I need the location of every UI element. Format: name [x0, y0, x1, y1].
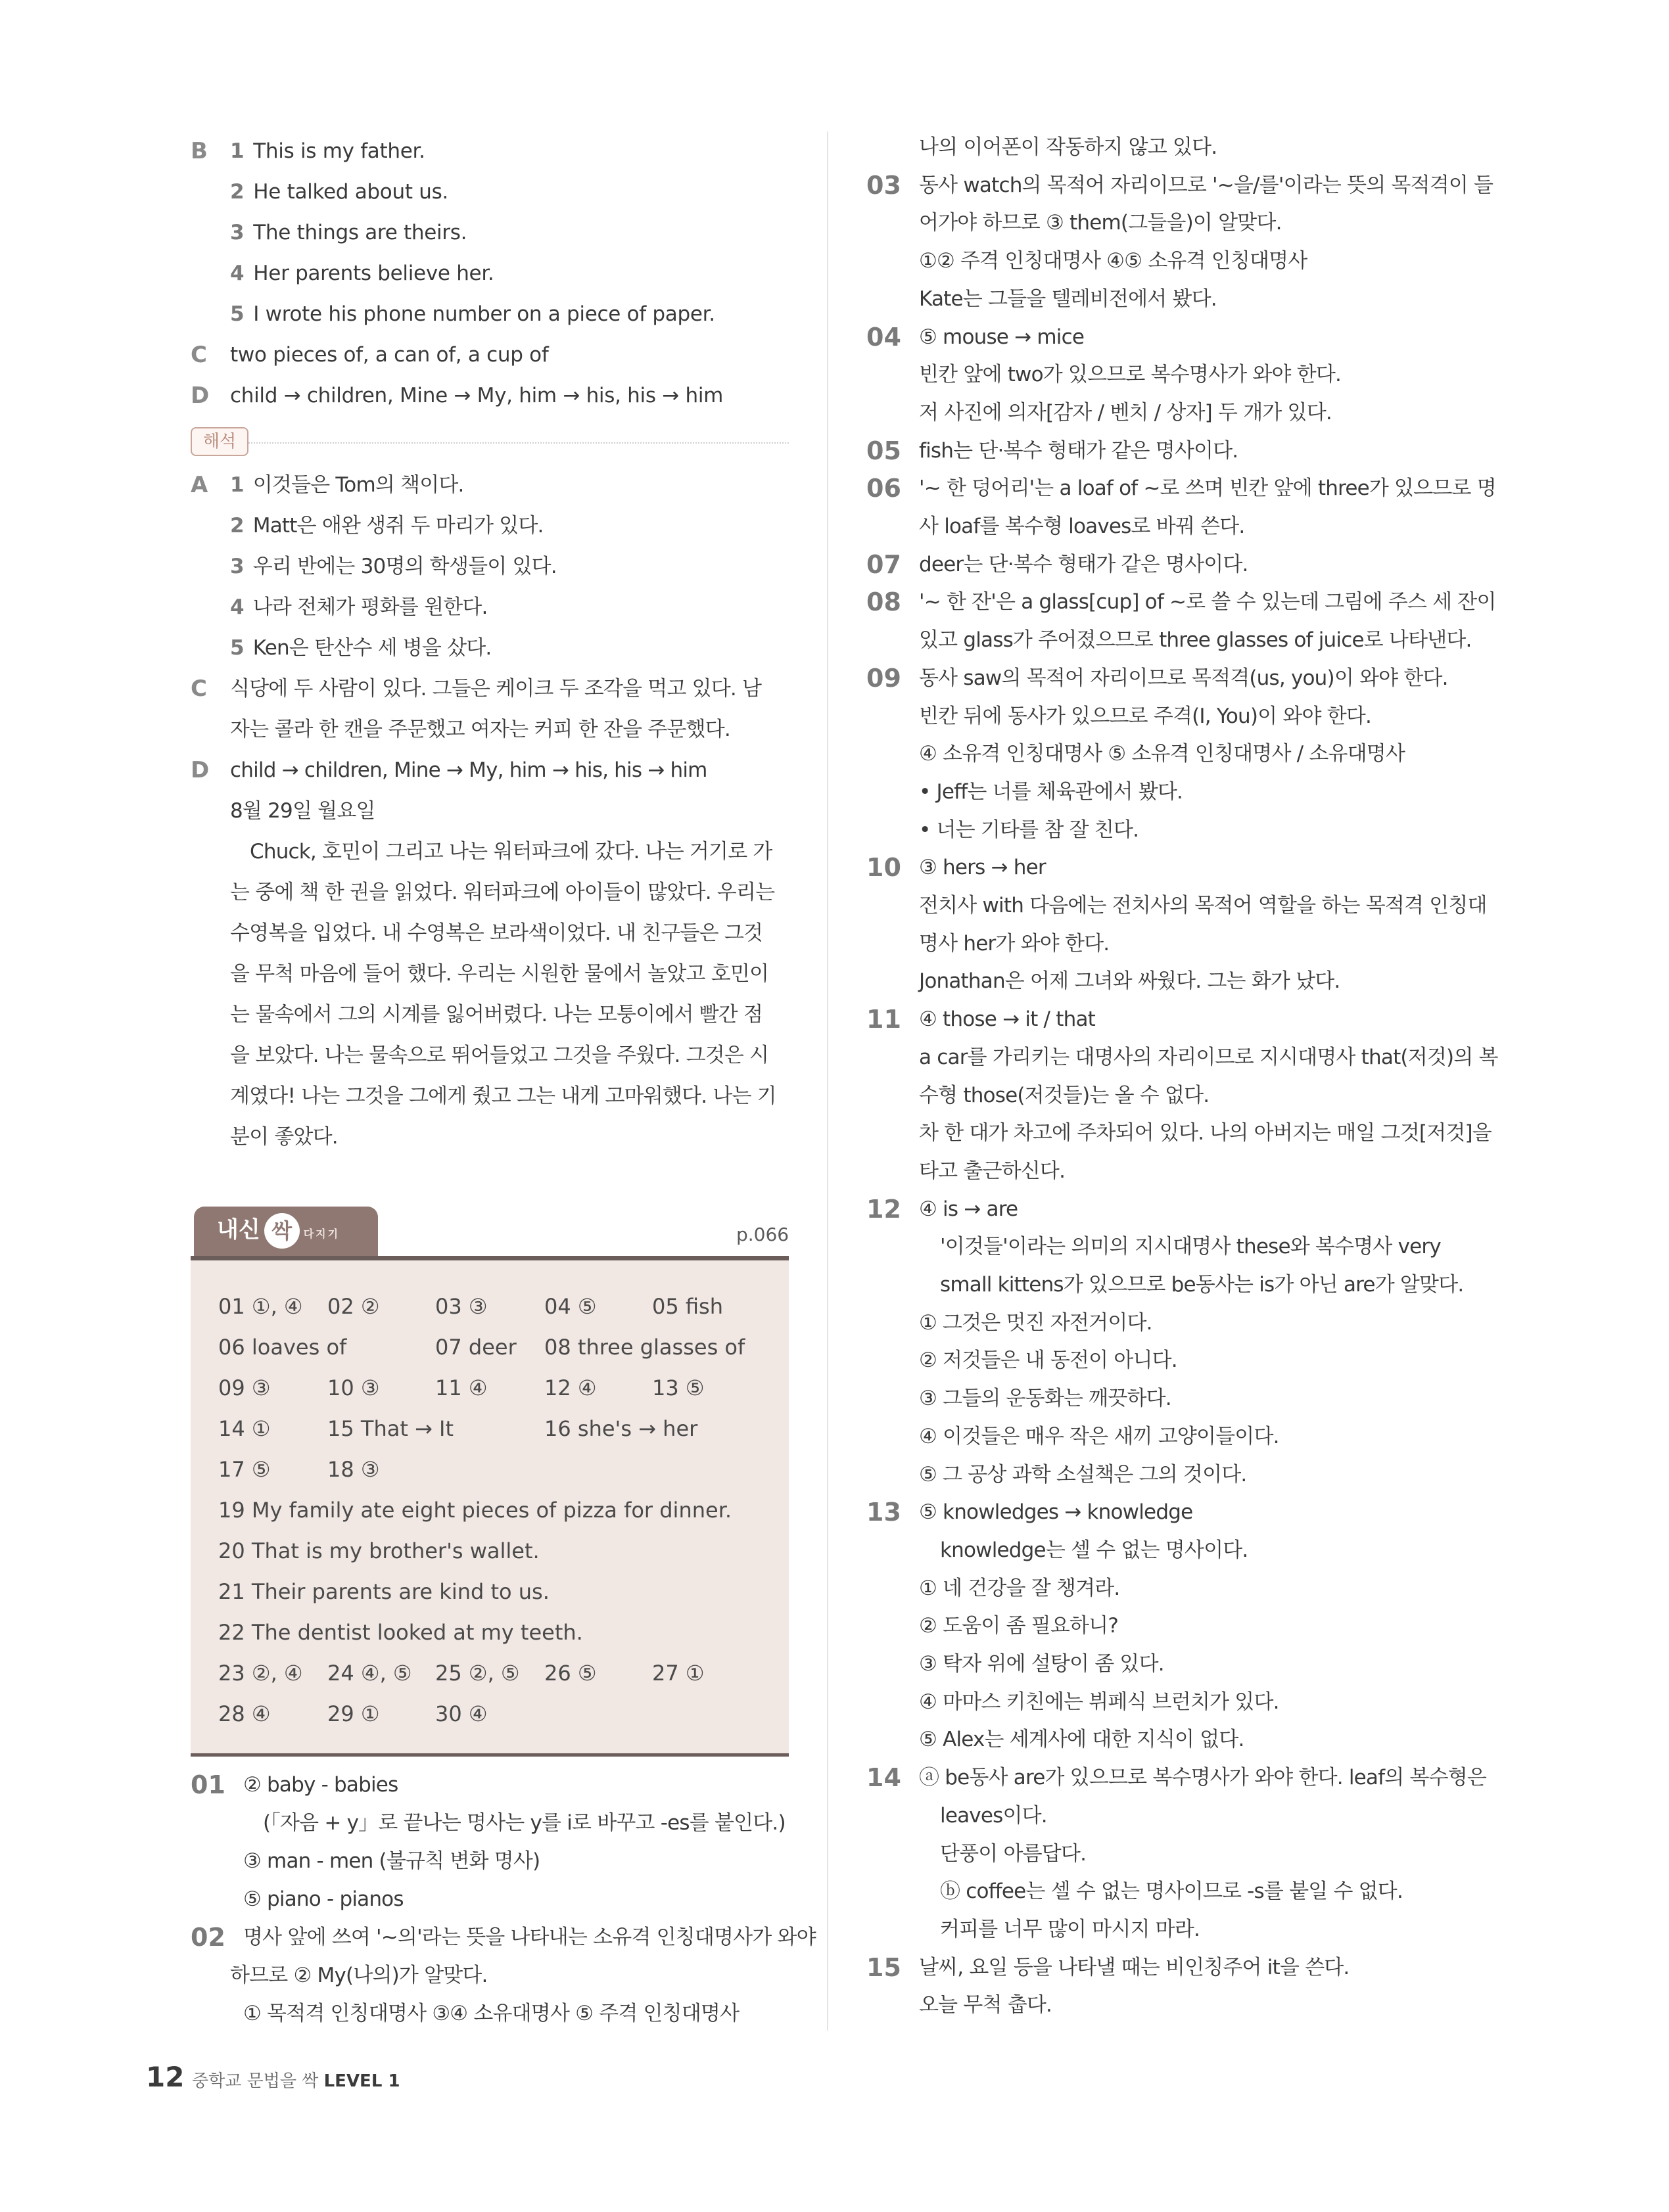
- answer-cell: 29 ①: [327, 1701, 380, 1726]
- question-number: 15: [866, 1952, 901, 1982]
- explanation-line: knowledge는 셀 수 없는 명사이다.: [940, 1538, 1248, 1562]
- answer-cell: 23 ②, ④: [218, 1661, 303, 1686]
- trans-d-line: 을 무척 마음에 들어 했다. 우리는 시원한 물에서 놀았고 호민이: [230, 962, 769, 986]
- b-item-5: 5 I wrote his phone number on a piece of paper.: [230, 302, 715, 326]
- section-b-label: B: [191, 138, 208, 164]
- answer-cell: 26 ⑤: [544, 1661, 597, 1686]
- explanation-line: 명사 her가 와야 한다.: [919, 931, 1110, 956]
- answer-sentence: 19 My family ate eight pieces of pizza for dinner.: [218, 1498, 732, 1523]
- c-answer: two pieces of, a can of, a cup of: [230, 343, 549, 367]
- explanation-line: ①② 주격 인칭대명사 ④⑤ 소유격 인칭대명사: [919, 249, 1307, 273]
- question-number: 12: [866, 1194, 901, 1224]
- answer-cell: 02 ②: [327, 1294, 380, 1319]
- question-number: 07: [866, 549, 901, 579]
- explanation-line: 빈칸 뒤에 동사가 있으므로 주격(I, You)이 와야 한다.: [919, 704, 1372, 728]
- explanation-line: ① 목적격 인칭대명사 ③④ 소유대명사 ⑤ 주격 인칭대명사: [243, 2002, 740, 2025]
- explanation-line: Kate는 그들을 텔레비전에서 봤다.: [919, 287, 1217, 311]
- ssak-badge: 싹: [264, 1213, 300, 1249]
- answer-cell: 30 ④: [435, 1701, 488, 1726]
- explanation-line: ① 네 건강을 잘 챙겨라.: [919, 1576, 1120, 1600]
- trans-c-line: 자는 콜라 한 캔을 주문했고 여자는 커피 한 잔을 주문했다.: [230, 718, 730, 741]
- explanation-line: Jonathan은 어제 그녀와 싸웠다. 그는 화가 났다.: [919, 969, 1340, 994]
- answer-cell: 05 fish: [652, 1294, 723, 1319]
- explanation-line: 하므로 ② My(나의)가 알맞다.: [230, 1964, 488, 1987]
- explanation-line: '이것들'이라는 의미의 지시대명사 these와 복수명사 very: [940, 1235, 1441, 1259]
- answer-sentence: 21 Their parents are kind to us.: [218, 1579, 550, 1604]
- explanation-line: 빈칸 앞에 two가 있으므로 복수명사가 와야 한다.: [919, 363, 1342, 387]
- answer-cell: 18 ③: [327, 1457, 380, 1482]
- answer-cell: 01 ①, ④: [218, 1294, 303, 1319]
- b-item-4: 4 Her parents believe her.: [230, 262, 494, 285]
- answer-cell: 07 deer: [435, 1335, 517, 1360]
- explanation-line: fish는 단·복수 형태가 같은 명사이다.: [919, 438, 1238, 463]
- explanation-line: a car를 가리키는 대명사의 자리이므로 지시대명사 that(저것)의 복: [919, 1045, 1498, 1069]
- question-number: 11: [866, 1005, 901, 1034]
- trans-d-line: Chuck, 호민이 그리고 나는 워터파크에 갔다. 나는 거기로 가: [250, 840, 772, 864]
- b-item-2: 2 He talked about us.: [230, 180, 448, 204]
- explanation-line: ① 그것은 멋진 자전거이다.: [919, 1310, 1152, 1335]
- explanation-line: 전치사 with 다음에는 전치사의 목적어 역할을 하는 목적격 인칭대: [919, 894, 1487, 917]
- explanation-line: 단풍이 아름답다.: [940, 1841, 1087, 1866]
- explanation-line: 수형 those(저것들)는 올 수 없다.: [919, 1083, 1210, 1107]
- explanation-line: ④ 마마스 키친에는 뷔페식 브런치가 있다.: [919, 1690, 1279, 1714]
- trans-d-line: 8월 29일 월요일: [230, 799, 375, 823]
- section-d-label: D: [191, 382, 210, 409]
- question-number: 01: [191, 1770, 225, 1799]
- explanation-line: ⑤ 그 공상 과학 소설책은 그의 것이다.: [919, 1462, 1247, 1486]
- b-item-1: 1 This is my father.: [230, 139, 425, 163]
- explanation-line: 있고 glass가 주어졌으므로 three glasses of juice로 나타낸다.: [919, 628, 1472, 653]
- answer-box-top-rule: [191, 1256, 789, 1260]
- trans-d-line: 을 보았다. 나는 물속으로 뛰어들었고 그것을 주웠다. 그것은 시: [230, 1044, 769, 1067]
- explanation-line: 동사 watch의 목적어 자리이므로 '~을/를'이라는 뜻의 목적격이 들: [919, 173, 1493, 197]
- question-number: 08: [866, 588, 901, 617]
- explanation-line: 어가야 하므로 ③ them(그들을)이 알맞다.: [919, 211, 1282, 235]
- explanation-line: ⑤ Alex는 세계사에 대한 지식이 없다.: [919, 1728, 1244, 1752]
- trans-a-item-2: 2 Matt은 애완 생쥐 두 마리가 있다.: [230, 514, 544, 538]
- answer-cell: 03 ③: [435, 1294, 488, 1319]
- explanation-line: ⑤ mouse → mice: [919, 325, 1085, 349]
- d-answer: child → children, Mine → My, him → his, his → him: [230, 384, 724, 407]
- b-item-3: 3 The things are theirs.: [230, 221, 467, 244]
- answer-cell: 27 ①: [652, 1661, 705, 1686]
- explanation-line: ③ hers → her: [919, 856, 1046, 880]
- question-number: 06: [866, 474, 901, 503]
- question-number: 09: [866, 663, 901, 693]
- trans-d-line: 수영복을 입었다. 내 수영복은 보라색이었다. 내 친구들은 그것: [230, 921, 763, 945]
- explanation-line: ④ 소유격 인칭대명사 ⑤ 소유격 인칭대명사 / 소유대명사: [919, 742, 1405, 766]
- answer-cell: 17 ⑤: [218, 1457, 271, 1482]
- trans-a-item-1: 1 이것들은 Tom의 책이다.: [230, 473, 464, 497]
- explanation-line: ③ 그들의 운동화는 깨끗하다.: [919, 1387, 1171, 1411]
- explanation-line: small kittens가 있으므로 be동사는 is가 아닌 are가 알맞다.: [940, 1273, 1464, 1297]
- answer-sentence: 20 That is my brother's wallet.: [218, 1538, 540, 1563]
- explanation-line: ② 저것들은 내 동전이 아니다.: [919, 1348, 1177, 1373]
- question-number: 02: [191, 1923, 225, 1952]
- question-number: 03: [866, 170, 901, 200]
- page-reference: p.066: [736, 1224, 789, 1245]
- trans-d-line: 는 물속에서 그의 시계를 잃어버렸다. 나는 모퉁이에서 빨간 점: [230, 1003, 763, 1026]
- dotted-divider: [248, 442, 789, 444]
- answer-cell: 24 ④, ⑤: [327, 1661, 412, 1686]
- page-number: 12: [146, 2061, 185, 2093]
- explanation-line: 커피를 너무 많이 마시지 마라.: [940, 1917, 1200, 1941]
- explanation-line: '~ 한 덩어리'는 a loaf of ~로 쓰며 빈칸 앞에 three가 있으므로 명: [919, 476, 1496, 501]
- explanation-line: ④ 이것들은 매우 작은 새끼 고양이들이다.: [919, 1424, 1279, 1448]
- question-number: 10: [866, 853, 901, 883]
- answer-cell: 04 ⑤: [544, 1294, 597, 1319]
- trans-c-line: 식당에 두 사람이 있다. 그들은 케이크 두 조각을 먹고 있다. 남: [230, 677, 762, 701]
- trans-c-label: C: [191, 676, 207, 702]
- answer-cell: 13 ⑤: [652, 1375, 705, 1400]
- question-number: 14: [866, 1763, 901, 1793]
- trans-a-item-5: 5 Ken은 탄산수 세 병을 샀다.: [230, 636, 492, 660]
- explanation-line: ④ is → are: [919, 1197, 1018, 1221]
- section-c-label: C: [191, 342, 207, 368]
- answer-cell: 28 ④: [218, 1701, 271, 1726]
- trans-d-label: D: [191, 757, 210, 783]
- explanation-line: • 너는 기타를 참 잘 친다.: [919, 818, 1139, 842]
- explanation-line: deer는 단·복수 형태가 같은 명사이다.: [919, 552, 1248, 576]
- explanation-line: (「자음 + y」로 끝나는 명사는 y를 i로 바꾸고 -es를 붙인다.): [263, 1811, 786, 1835]
- explanation-line: ③ 탁자 위에 설탕이 좀 있다.: [919, 1652, 1164, 1676]
- answer-cell: 08 three glasses of: [544, 1335, 745, 1360]
- answer-cell: 10 ③: [327, 1375, 380, 1400]
- trans-d-line: 는 중에 책 한 권을 읽었다. 워터파크에 아이들이 많았다. 우리는: [230, 881, 775, 904]
- answer-cell: 09 ③: [218, 1375, 271, 1400]
- answer-sentence: 22 The dentist looked at my teeth.: [218, 1620, 583, 1645]
- answer-cell: 14 ①: [218, 1416, 271, 1441]
- explanation-line: ⑤ piano - pianos: [243, 1887, 404, 1911]
- explanation-line: leaves이다.: [940, 1803, 1047, 1828]
- translation-badge: 해석: [191, 427, 248, 456]
- explanation-line: 사 loaf를 복수형 loaves로 바꿔 쓴다.: [919, 515, 1245, 538]
- explanation-line: ⓑ coffee는 셀 수 없는 명사이므로 -s를 붙일 수 없다.: [940, 1879, 1403, 1904]
- trans-d-line: 분이 좋았다.: [230, 1125, 338, 1149]
- answer-cell: 11 ④: [435, 1375, 488, 1400]
- section-tab-title: 내신 싹 다지기: [217, 1213, 340, 1251]
- column-divider: [827, 131, 828, 2031]
- explanation-line: 오늘 무척 춥다.: [919, 1993, 1052, 2017]
- book-title: 중학교 문법을 싹 LEVEL 1: [192, 2071, 400, 2091]
- answer-box-bottom-rule: [191, 1753, 789, 1757]
- explanation-line: 타고 출근하신다.: [919, 1159, 1066, 1183]
- trans-a-item-3: 3 우리 반에는 30명의 학생들이 있다.: [230, 555, 557, 578]
- explanation-line: • Jeff는 너를 체육관에서 봤다.: [919, 779, 1183, 804]
- trans-a-label: A: [191, 472, 208, 498]
- explanation-line: 차 한 대가 차고에 주차되어 있다. 나의 아버지는 매일 그것[저것]을: [919, 1121, 1492, 1145]
- trans-d-line: 계였다! 나는 그것을 그에게 줬고 그는 내게 고마워했다. 나는 기: [230, 1084, 776, 1108]
- explanation-line: ③ man - men (불규칙 변화 명사): [243, 1849, 540, 1873]
- explanation-line: ② baby - babies: [243, 1773, 398, 1797]
- explanation-line: ⑤ knowledges → knowledge: [919, 1500, 1193, 1525]
- explanation-line: 저 사진에 의자[감자 / 벤치 / 상자] 두 개가 있다.: [919, 400, 1332, 425]
- explanation-line: ⓐ be동사 are가 있으므로 복수명사가 와야 한다. leaf의 복수형은: [919, 1766, 1487, 1790]
- question-number: 05: [866, 436, 901, 465]
- explanation-line: 나의 이어폰이 작동하지 않고 있다.: [919, 135, 1217, 159]
- answer-cell: 25 ②, ⑤: [435, 1661, 520, 1686]
- answer-cell: 12 ④: [544, 1375, 597, 1400]
- explanation-line: 날씨, 요일 등을 나타낼 때는 비인칭주어 it을 쓴다.: [919, 1955, 1350, 1979]
- explanation-line: ② 도움이 좀 필요하니?: [919, 1614, 1118, 1638]
- trans-d-line: child → children, Mine → My, him → his, his → him: [230, 758, 707, 782]
- explanation-line: 명사 앞에 쓰여 '~의'라는 뜻을 나타내는 소유격 인칭대명사가 와야: [243, 1925, 816, 1949]
- explanation-line: 동사 saw의 목적어 자리이므로 목적격(us, you)이 와야 한다.: [919, 666, 1448, 690]
- question-number: 04: [866, 322, 901, 352]
- explanation-line: ④ those → it / that: [919, 1007, 1095, 1032]
- answer-cell: 15 That → It: [327, 1416, 454, 1441]
- question-number: 13: [866, 1498, 901, 1527]
- explanation-line: '~ 한 잔'은 a glass[cup] of ~로 쓸 수 있는데 그림에 주스 세 잔이: [919, 590, 1496, 614]
- answer-cell: 16 she's → her: [544, 1416, 698, 1441]
- answer-cell: 06 loaves of: [218, 1335, 347, 1360]
- trans-a-item-4: 4 나라 전체가 평화를 원한다.: [230, 595, 488, 619]
